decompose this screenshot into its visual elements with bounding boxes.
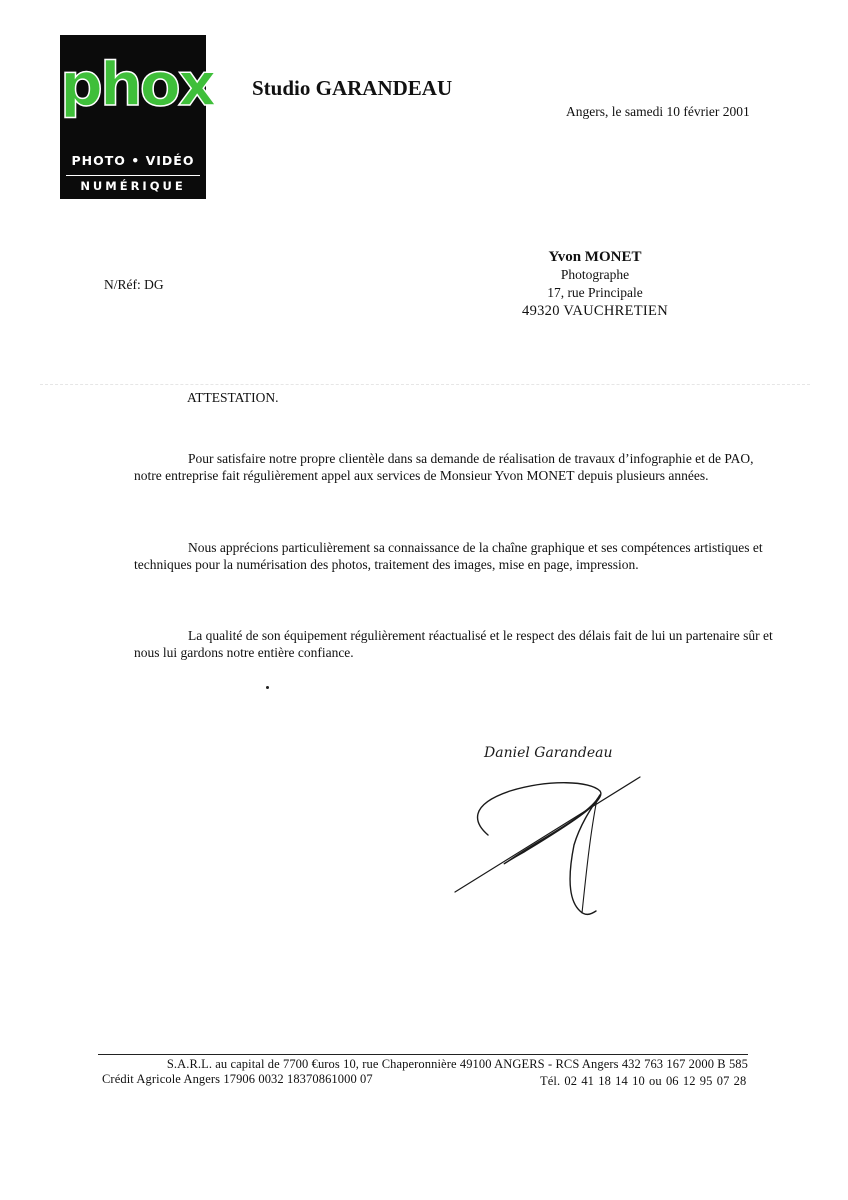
logo-divider — [66, 175, 200, 176]
letter-date: Angers, le samedi 10 février 2001 — [566, 104, 750, 119]
body-paragraph: Nous apprécions particulièrement sa connaissance de la chaîne graphique et ses compétences artistiques et techniques pour la numérisation des photos, traitement des images, mise en page, impression. — [134, 540, 763, 572]
reference-line: N/Réf: DG — [104, 277, 164, 292]
logo-tagline-numerique: NUMÉRIQUE — [80, 179, 186, 193]
signature-name-stamp: Daniel Garandeau — [484, 745, 613, 761]
footer-phone-line: Tél. 02 41 18 14 10 ou 06 12 95 07 28 — [540, 1074, 747, 1088]
recipient-profession: Photographe — [560, 267, 630, 282]
company-logo — [60, 35, 214, 199]
footer-divider — [98, 1054, 748, 1055]
recipient-name: Yvon MONET — [548, 249, 642, 265]
letter-title: ATTESTATION. — [187, 390, 279, 405]
body-paragraph: Pour satisfaire notre propre clientèle dans sa demande de réalisation de travaux d’infographie et de PAO, notre entreprise fait régulièrement appel aux services de Monsieur Yvon MONET depuis plusieurs années. — [134, 451, 754, 483]
recipient-city: 49320 VAUCHRETIEN — [522, 303, 668, 319]
logo-wordmark: phox — [60, 50, 214, 120]
recipient-street: 17, rue Principale — [547, 285, 643, 300]
footer-legal-line: S.A.R.L. au capital de 7700 €uros 10, rue Chaperonnière 49100 ANGERS - RCS Angers 432 763 167 2000 B 585 — [166, 1057, 748, 1071]
company-name: Studio GARANDEAU — [252, 76, 453, 100]
fold-mark — [40, 384, 810, 385]
footer-bank-line: Crédit Agricole Angers 17906 0032 18370861000 07 — [102, 1072, 373, 1086]
body-paragraph: La qualité de son équipement régulièrement réactualisé et le respect des délais fait de lui un partenaire sûr et nous lui gardons notre entière confiance. — [134, 628, 773, 660]
ink-speck — [266, 686, 269, 689]
logo-tagline-photo-video: PHOTO • VIDÉO — [71, 153, 195, 168]
recipient-address-block — [480, 248, 710, 320]
handwritten-signature — [440, 735, 660, 935]
